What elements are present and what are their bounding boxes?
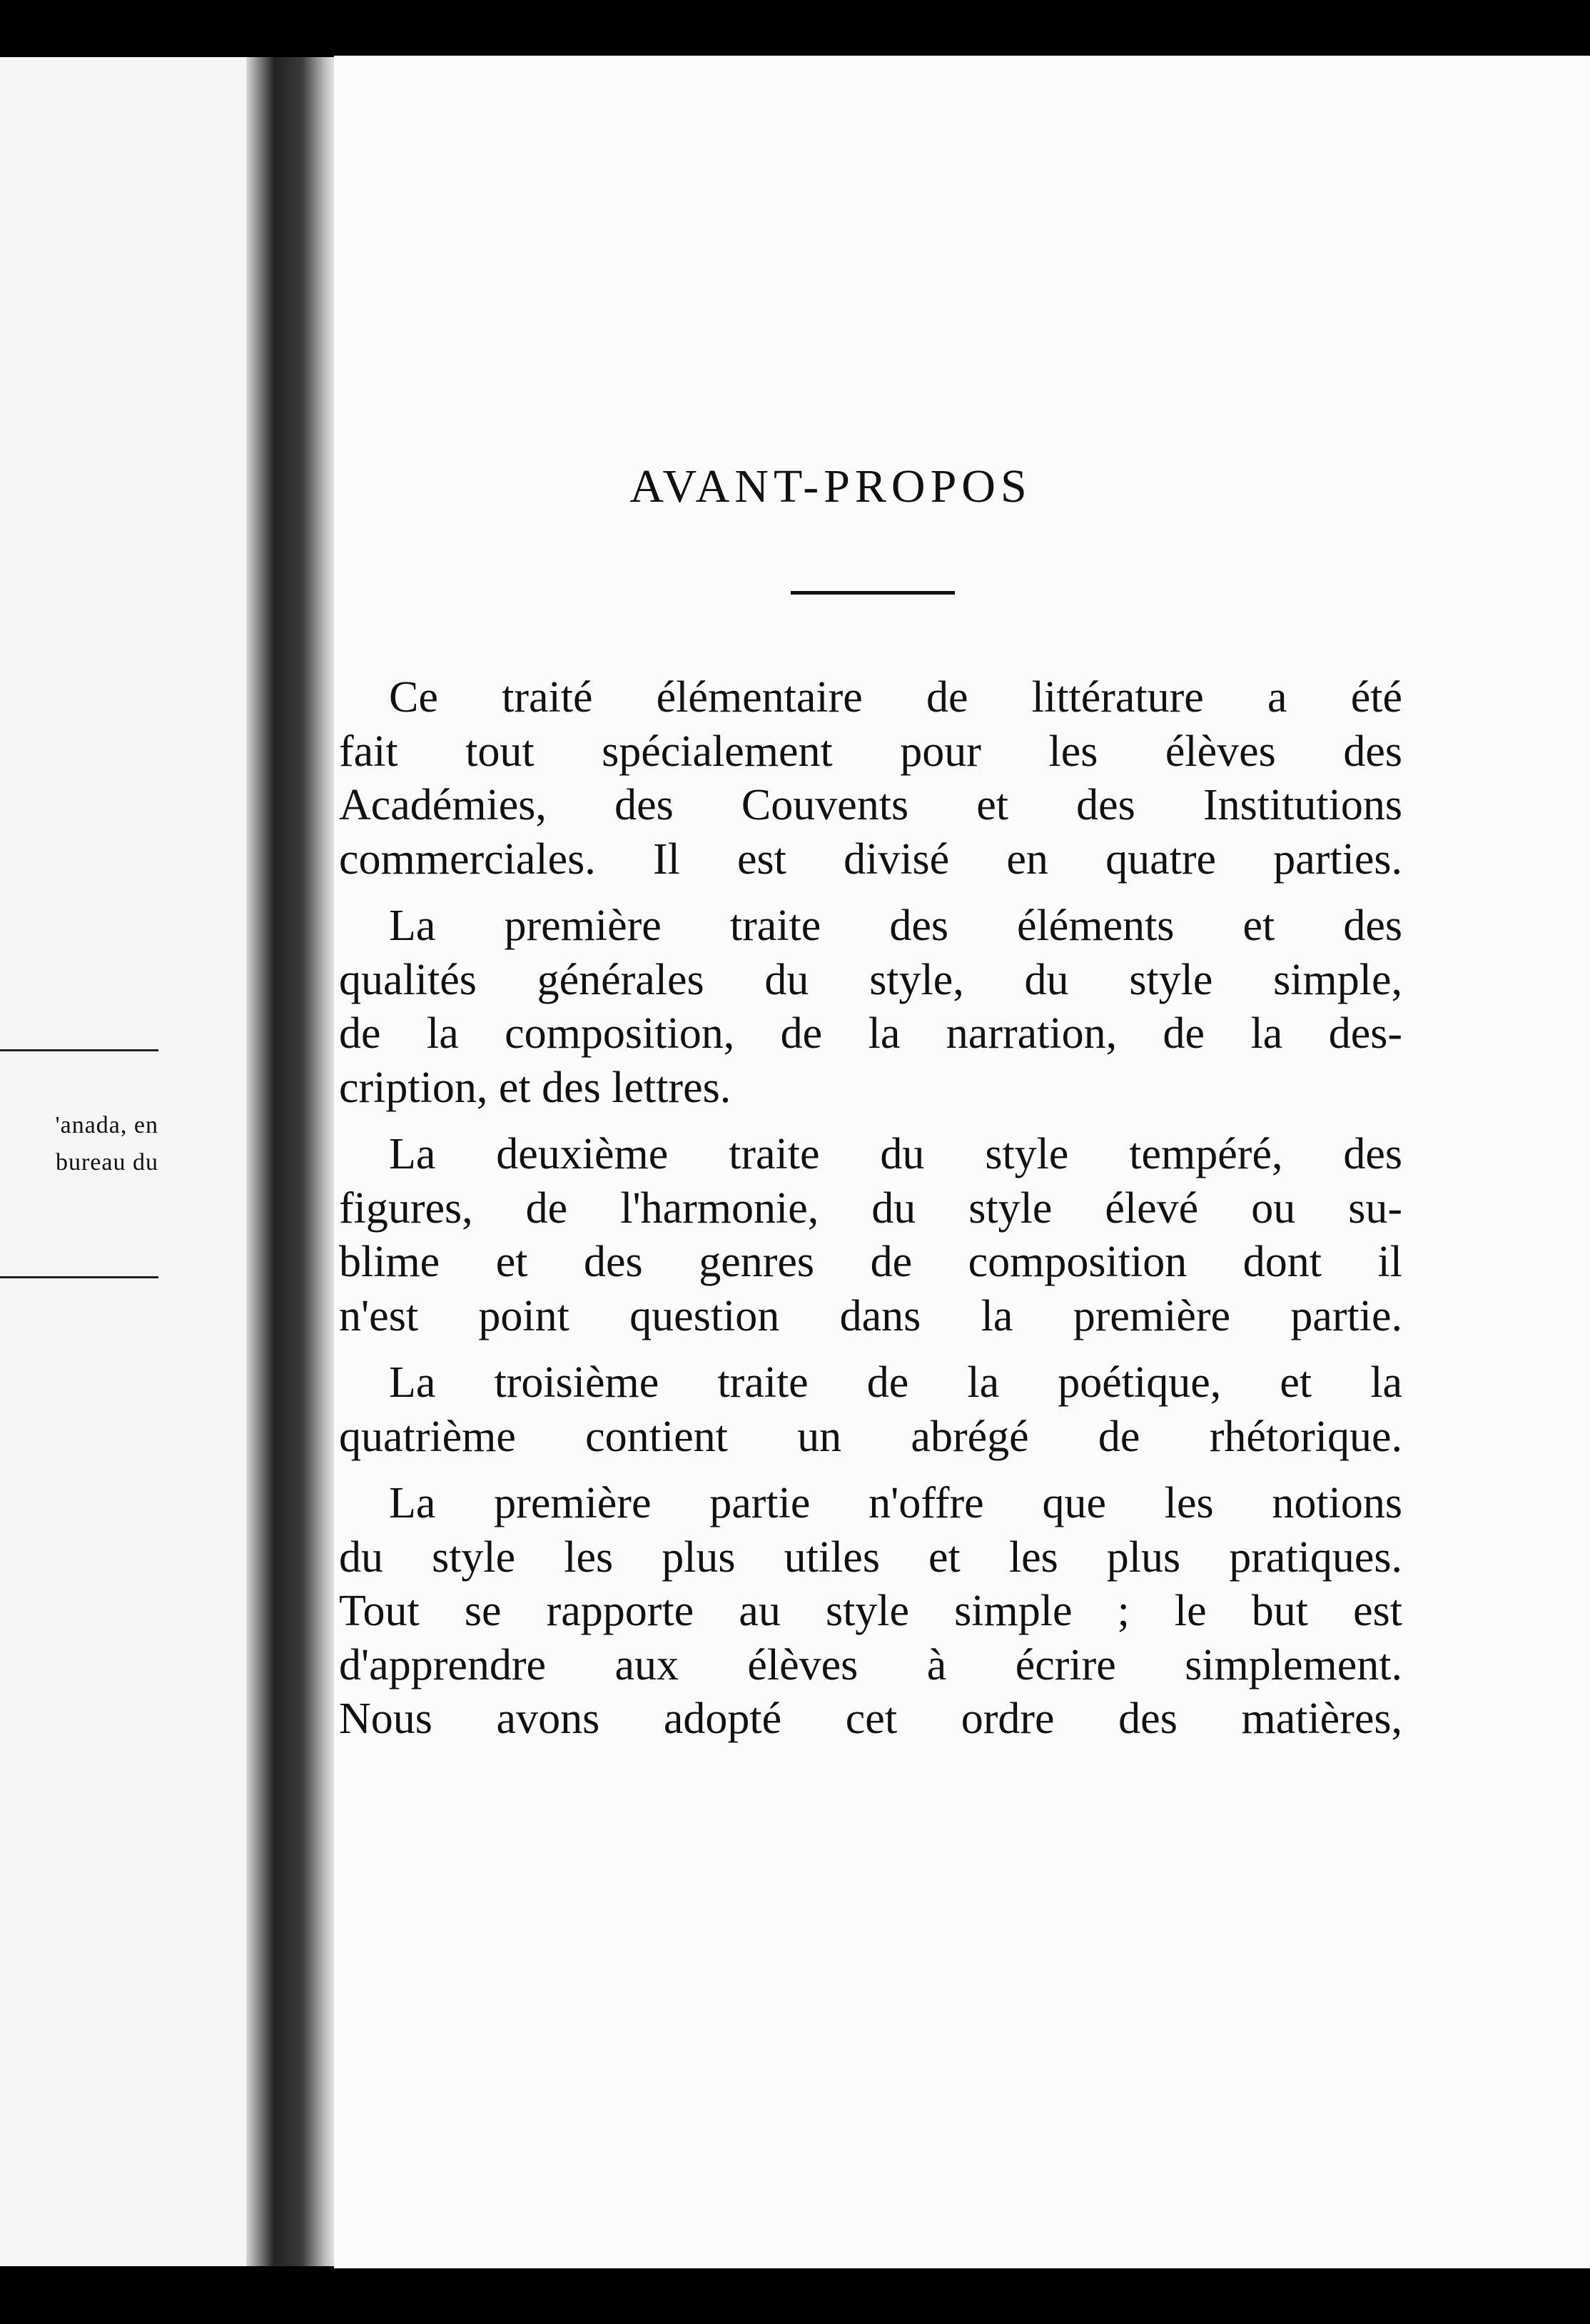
- text-line: figures, de l'harmonie, du style élevé ou su-: [339, 1183, 1402, 1233]
- text-line: Nous avons adopté cet ordre des matières,: [339, 1694, 1402, 1743]
- left-page-text-line: 'anada, en: [55, 1112, 158, 1138]
- book-gutter: [246, 57, 339, 2266]
- text-line: d'apprendre aux élèves à écrire simplement.: [339, 1640, 1402, 1689]
- text-line: qualités générales du style, du style simple,: [339, 955, 1402, 1004]
- text-line: quatrième contient un abrégé de rhétorique.: [339, 1412, 1402, 1461]
- left-page-text-line: bureau du: [55, 1149, 158, 1176]
- text-line: La deuxième traite du style tempéré, des: [389, 1130, 1402, 1178]
- body-text: [339, 671, 1402, 1759]
- paragraph: [339, 899, 1402, 1115]
- title-rule: [791, 591, 955, 595]
- page-title: AVANT-PROPOS: [629, 460, 1032, 513]
- text-line: La première partie n'offre que les notions: [389, 1479, 1402, 1527]
- text-line: n'est point question dans la première partie.: [339, 1291, 1402, 1340]
- left-facing-page: [0, 57, 246, 2266]
- paragraph: [339, 671, 1402, 886]
- text-line: du style les plus utiles et les plus pratiques.: [339, 1532, 1402, 1582]
- paragraph: [339, 1477, 1402, 1747]
- text-line: fait tout spécialement pour les élèves des: [339, 727, 1402, 776]
- text-line: Tout se rapporte au style simple ; le but est: [339, 1587, 1402, 1635]
- text-line: La troisième traite de la poétique, et la: [389, 1358, 1402, 1407]
- text-line: blime et des genres de composition dont il: [339, 1238, 1402, 1286]
- left-page-bottom-rule: [0, 1276, 158, 1278]
- text-line: commerciales. Il est divisé en quatre parties.: [339, 834, 1402, 884]
- left-page-top-rule: [0, 1049, 158, 1051]
- text-line: de la composition, de la narration, de la des-: [339, 1009, 1402, 1058]
- paragraph: [339, 1128, 1402, 1343]
- text-line: La première traite des éléments et des: [389, 901, 1402, 950]
- text-line: cription, et des lettres.: [339, 1063, 731, 1112]
- text-line: Académies, des Couvents et des Institutions: [339, 781, 1402, 829]
- text-line: Ce traité élémentaire de littérature a été: [389, 673, 1402, 722]
- paragraph: [339, 1356, 1402, 1464]
